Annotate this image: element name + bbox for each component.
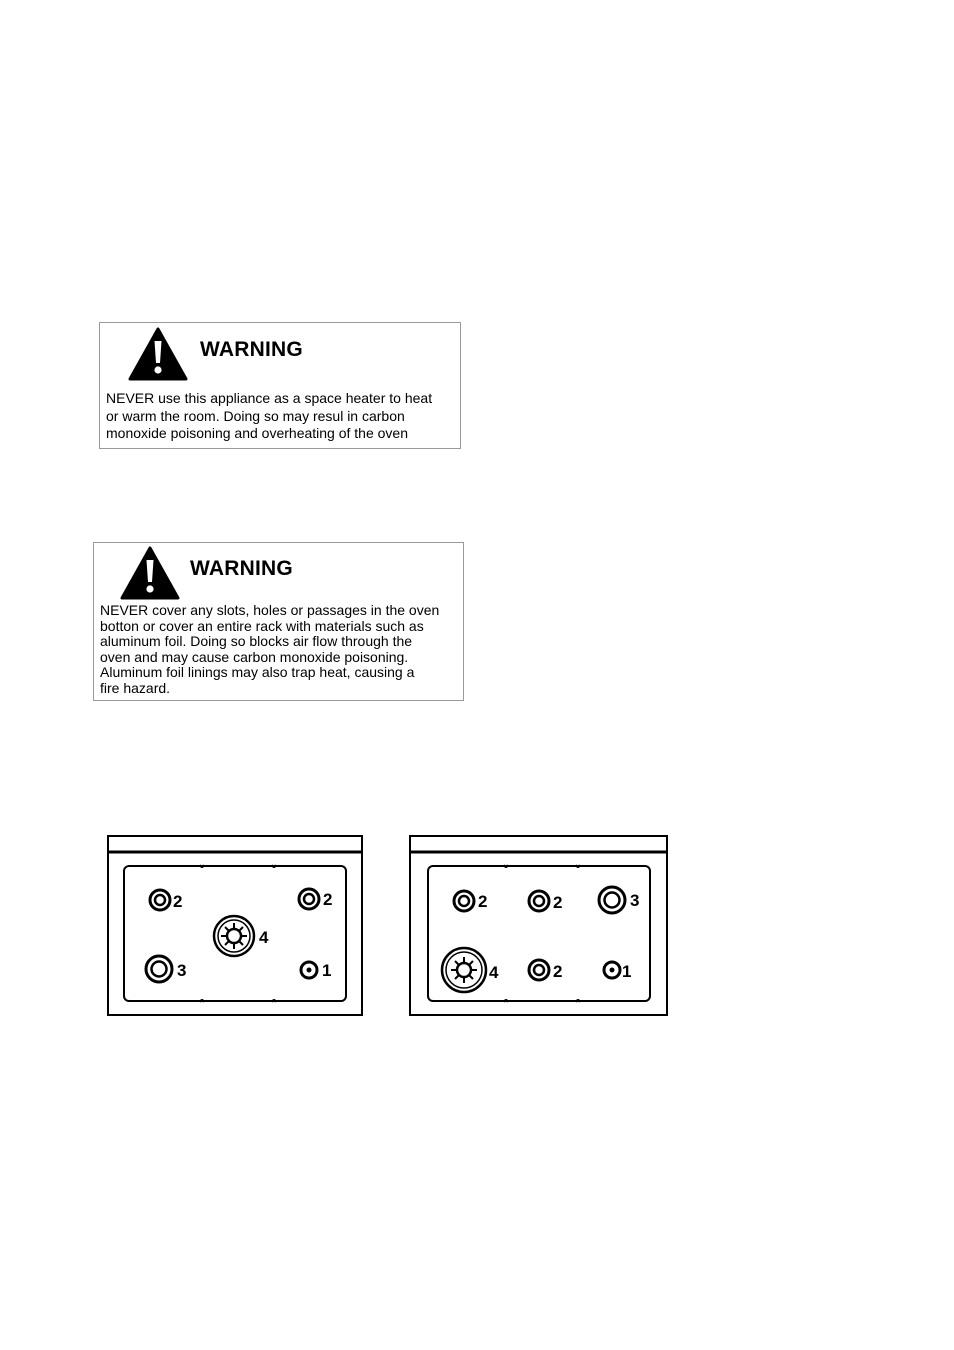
- burner-label: 2: [553, 893, 563, 912]
- warning-text: [106, 390, 464, 443]
- burner-label: 2: [173, 892, 183, 911]
- warning-line: botton or cover an entire rack with materials such as: [100, 617, 424, 634]
- burner-label: 3: [177, 961, 187, 980]
- burner-label: 4: [259, 928, 269, 947]
- burner-label: 1: [322, 961, 332, 980]
- warning-triangle-icon: [120, 546, 180, 600]
- warning-line: aluminum foil. Doing so blocks air flow through the: [100, 633, 413, 650]
- warning-line: monoxide poisoning and overheating of the oven: [106, 425, 408, 441]
- warning-title: WARNING: [200, 338, 303, 361]
- warning-box-foil-cover: [93, 542, 464, 701]
- warning-line: fire hazard.: [100, 679, 171, 696]
- burner-label: 2: [553, 962, 563, 981]
- warning-text: [100, 603, 460, 697]
- burner-label: 4: [489, 963, 499, 982]
- warning-line: Aluminum foil linings may also trap heat, causing a: [100, 664, 415, 681]
- warning-line: or warm the room. Doing so may resul in carbon: [106, 407, 405, 424]
- warning-title: WARNING: [190, 557, 293, 580]
- cooktop-diagram-six-burner: [408, 834, 669, 1017]
- warning-triangle-icon: [128, 327, 188, 381]
- burner-label: 3: [630, 891, 640, 910]
- burner-label: 1: [622, 962, 632, 981]
- warning-line: NEVER cover any slots, holes or passages in the oven: [100, 602, 440, 618]
- burner-label: 2: [323, 890, 333, 909]
- warning-line: oven and may cause carbon monoxide poisoning.: [100, 648, 409, 665]
- burner-label: 2: [478, 892, 488, 911]
- warning-line: NEVER use this appliance as a space heater to heat: [106, 390, 433, 406]
- warning-box-space-heater: [99, 322, 461, 449]
- cooktop-diagram-five-burner: [106, 834, 364, 1017]
